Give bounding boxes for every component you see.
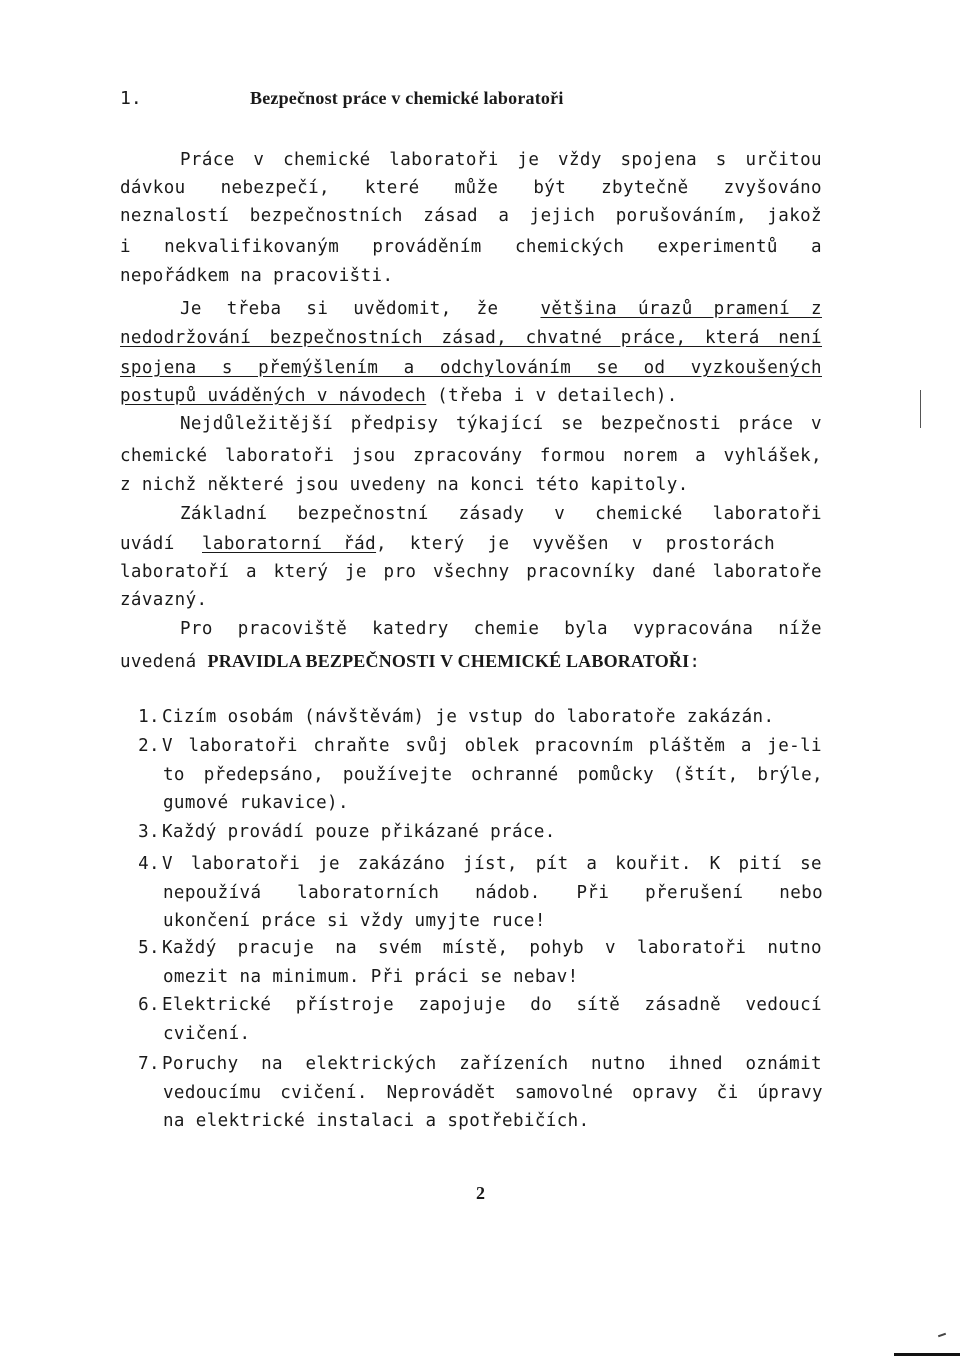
paragraph-line: dávkou nebezpečí, které může být zbytečně zvyšováno <box>120 178 822 198</box>
paragraph-text: uvádí <box>120 534 175 554</box>
laboratory-rules-link-text: laboratorní řád <box>202 534 377 554</box>
paragraph-line: neznalostí bezpečnostních zásad a jejich porušováním, jakož <box>120 206 822 226</box>
rule-item <box>120 818 822 846</box>
paragraph-line: Pro pracoviště katedry chemie byla vypracována níže <box>180 619 822 639</box>
rule-number: 5. <box>138 938 160 958</box>
paragraph-text: (třeba i v detailech). <box>437 386 678 406</box>
rule-number: 3. <box>138 822 160 842</box>
page-number: 2 <box>476 1183 485 1203</box>
rule-continuation: nepoužívá laboratorních nádob. Při přerušení nebo <box>163 882 823 903</box>
rule-number: 6. <box>138 995 160 1015</box>
rule-number: 4. <box>138 854 160 874</box>
rule-item <box>120 991 822 1019</box>
emphasis-underlined: většina úrazů pramení z <box>540 299 822 319</box>
rule-continuation: omezit na minimum. Při práci se nebav! <box>163 966 579 987</box>
paragraph-line: Základní bezpečnostní zásady v chemické laboratoři <box>180 504 822 524</box>
rule-number: 1. <box>138 707 160 727</box>
paragraph-line: Práce v chemické laboratoři je vždy spojena s určitou <box>180 150 822 170</box>
rule-item <box>120 850 822 878</box>
rule-text: V laboratoři je zakázáno jíst, pít a kouřit. K pití se <box>162 854 822 874</box>
rules-title: PRAVIDLA BEZPEČNOSTI V CHEMICKÉ LABORATOŘI <box>207 651 690 671</box>
paragraph-line <box>120 647 822 676</box>
rule-number: 7. <box>138 1054 160 1074</box>
rule-text: Každý pracuje na svém místě, pohyb v laboratoři nutno <box>162 938 822 958</box>
rule-item <box>120 1050 822 1078</box>
rule-continuation: ukončení práce si vždy umyjte ruce! <box>163 911 546 931</box>
rule-text: V laboratoři chraňte svůj oblek pracovním pláštěm a je-li <box>162 736 822 756</box>
section-title: Bezpečnost práce v chemické laboratoři <box>250 88 564 108</box>
rule-number: 2. <box>138 736 160 756</box>
rule-item <box>120 934 822 962</box>
paragraph-line: chemické laboratoři jsou zpracovány formou norem a vyhlášek, <box>120 446 822 466</box>
scan-mark <box>938 1333 946 1338</box>
rule-continuation: cvičení. <box>163 1023 251 1044</box>
rule-continuation: to předepsáno, používejte ochranné pomůcky (štít, brýle, <box>163 764 823 785</box>
paragraph-text: : <box>689 652 701 672</box>
emphasis-underlined: spojena s přemýšlením a odchylováním se od vyzkoušených <box>120 358 822 378</box>
rule-text: Elektrické přístroje zapojuje do sítě zásadně vedoucí <box>162 995 822 1015</box>
emphasis-underlined: postupů uváděných v návodech <box>120 386 427 406</box>
rule-text: Cizím osobám (návštěvám) je vstup do laboratoře zakázán. <box>162 707 775 727</box>
paragraph-text: Je třeba si uvědomit, že <box>180 299 499 319</box>
paragraph-line <box>120 530 822 558</box>
paragraph-line: Nejdůležitější předpisy týkající se bezpečnosti práce v <box>180 414 822 434</box>
rule-item <box>120 732 822 760</box>
paragraph-line: nepořádkem na pracovišti. <box>120 266 394 286</box>
paragraph-line <box>120 382 822 410</box>
rule-continuation: gumové rukavice). <box>163 793 349 813</box>
rule-item <box>120 703 822 731</box>
paragraph-text: uvedená <box>120 652 197 672</box>
paragraph-line: závazný. <box>120 590 208 610</box>
margin-mark <box>920 390 921 428</box>
paragraph-line: laboratoří a který je pro všechny pracovníky dané laboratoře <box>120 562 822 582</box>
rule-text: Každý provádí pouze přikázané práce. <box>162 822 556 842</box>
rule-continuation: vedoucímu cvičení. Neprovádět samovolné opravy či úpravy <box>163 1082 823 1103</box>
paragraph-line <box>180 295 822 323</box>
paragraph-text: , který je vyvěšen v prostorách <box>376 534 776 554</box>
rule-text: Poruchy na elektrických zařízeních nutno ihned oznámit <box>162 1054 822 1074</box>
section-number: 1. <box>120 88 142 109</box>
paragraph-line: i nekvalifikovaným prováděním chemických experimentů a <box>120 237 822 257</box>
emphasis-underlined: nedodržování bezpečnostních zásad, chvatné práce, která není <box>120 328 822 348</box>
rule-continuation: na elektrické instalaci a spotřebičích. <box>163 1111 590 1131</box>
paragraph-line: z nichž některé jsou uvedeny na konci této kapitoly. <box>120 475 689 495</box>
